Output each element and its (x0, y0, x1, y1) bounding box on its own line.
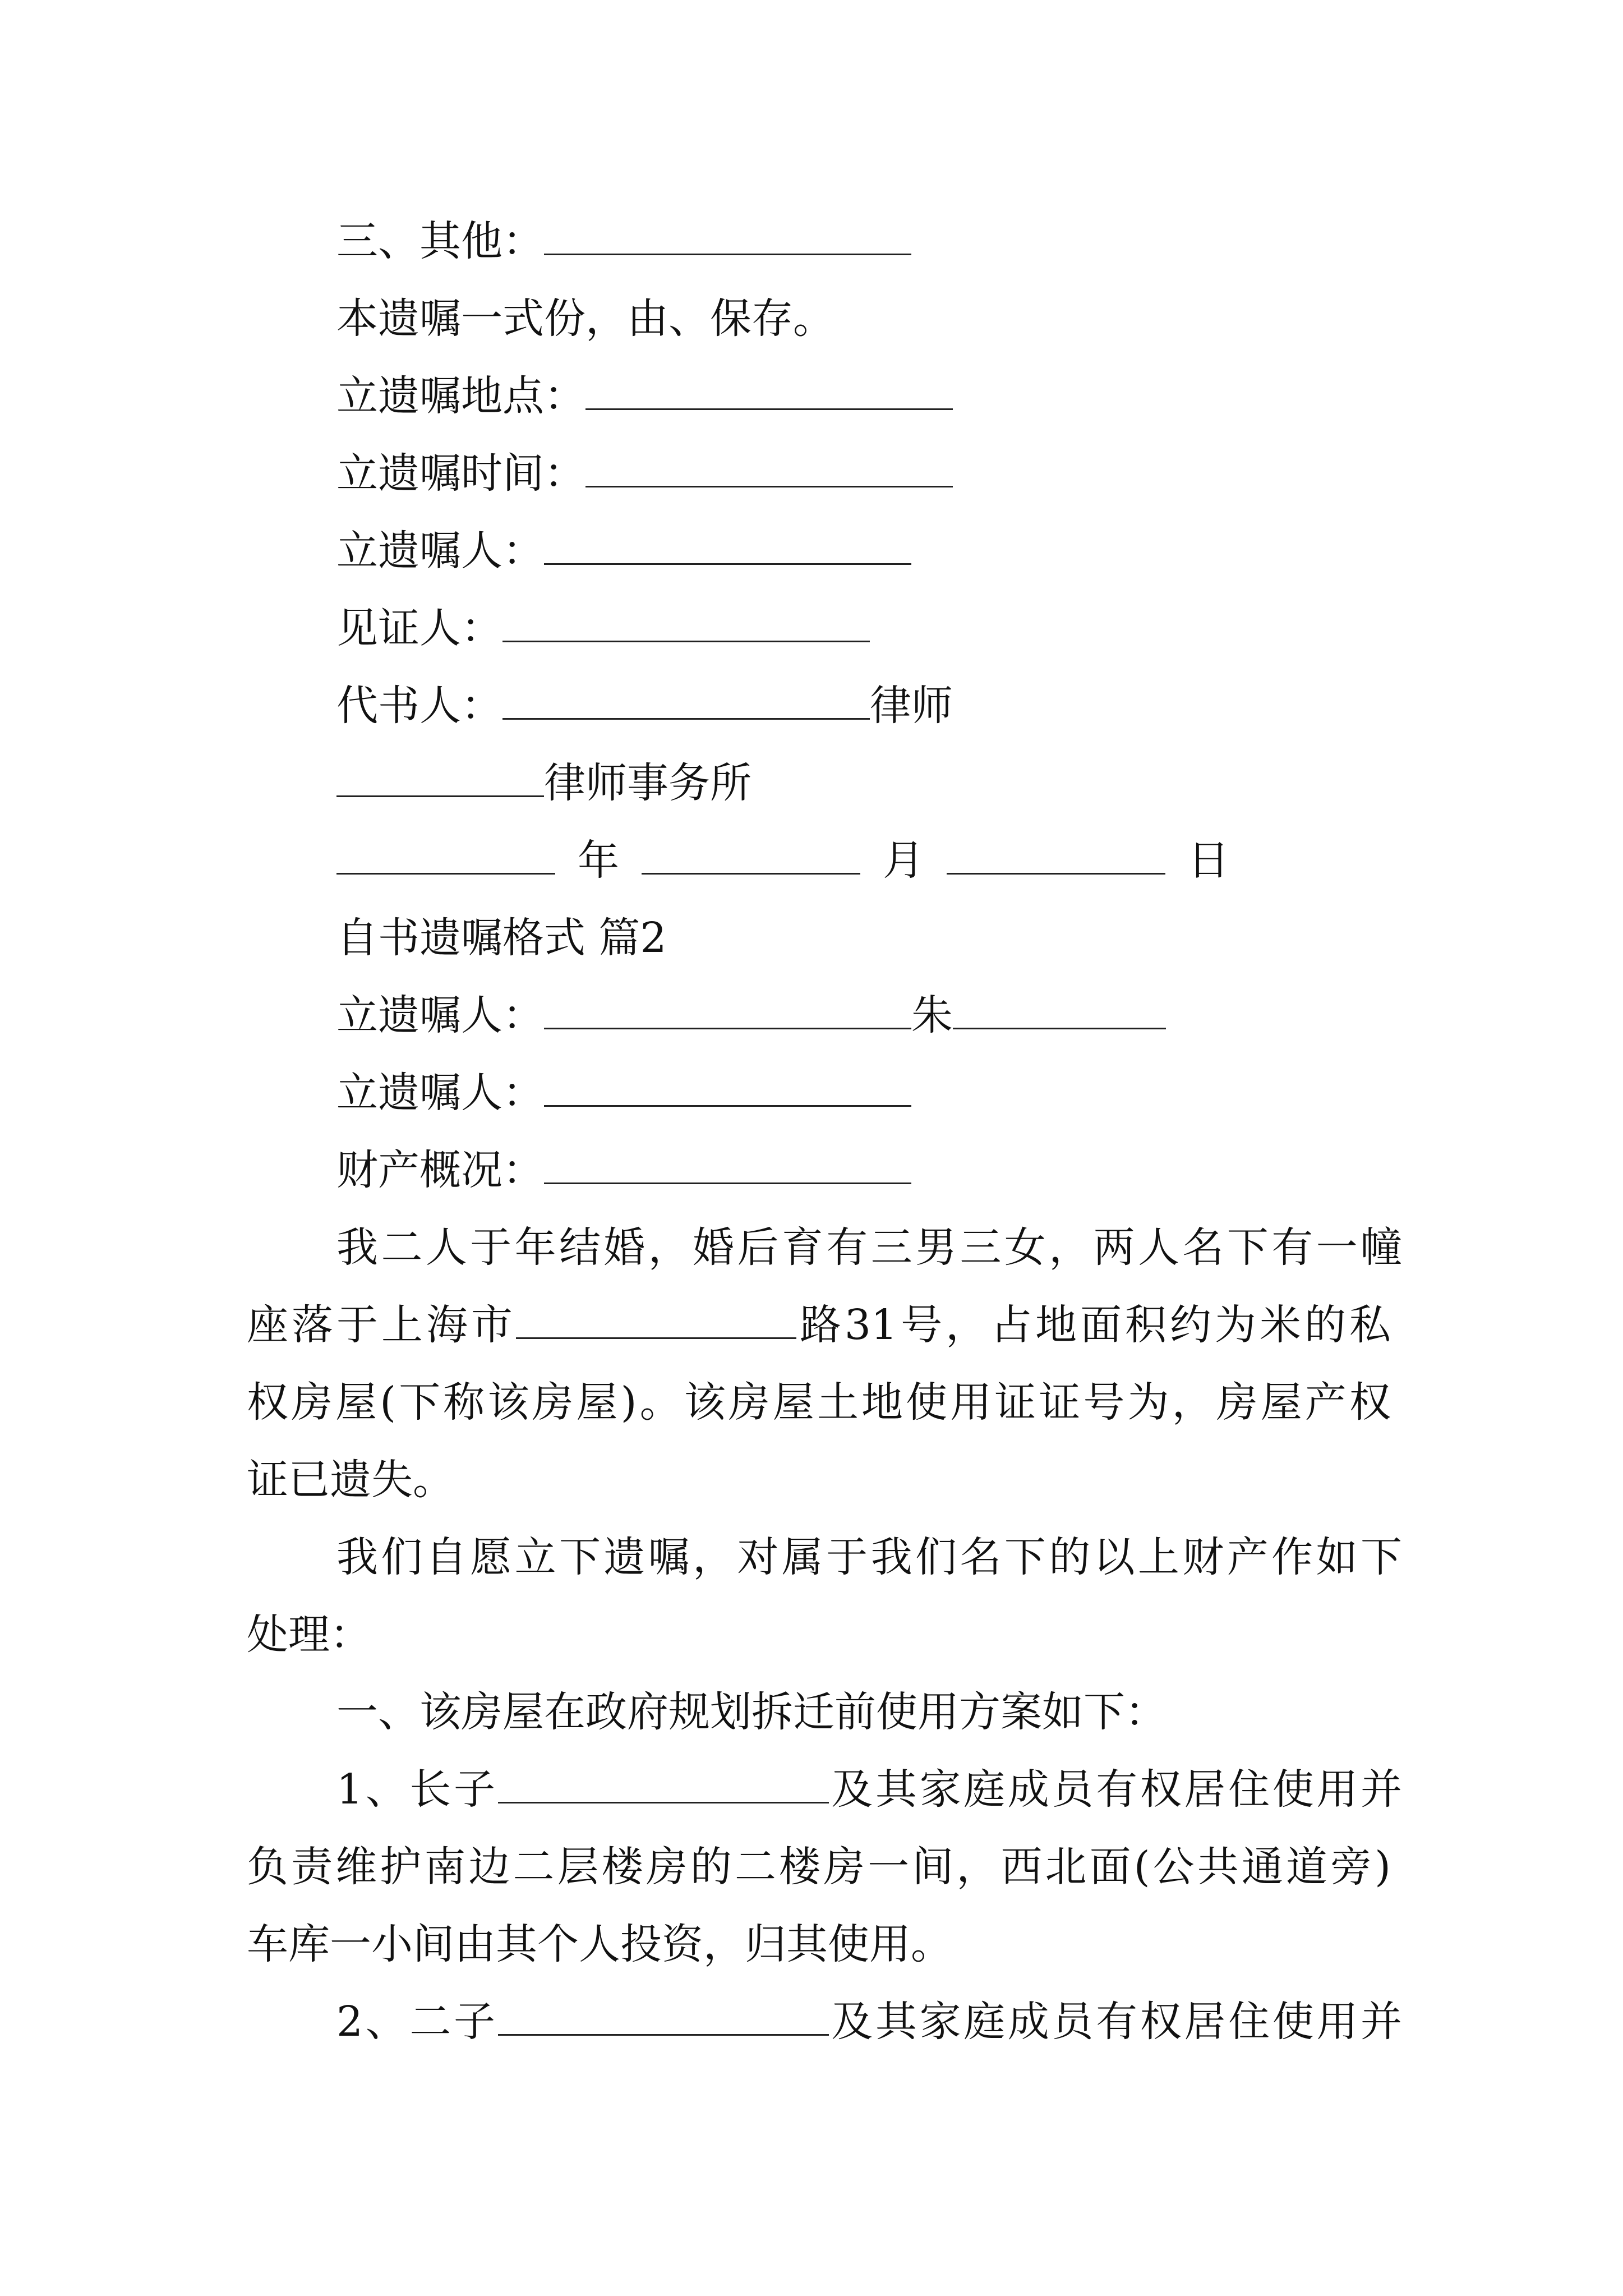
day-label: 日 (1188, 836, 1229, 885)
property-line (336, 1145, 1402, 1195)
month-label: 月 (883, 836, 924, 885)
witness-blank (502, 606, 870, 642)
section-three-line (336, 216, 1402, 266)
second-son-blank (498, 1999, 829, 2036)
para1-line-3: 权房屋(下称该房屋)。该房屋土地使用证证号为，房屋产权 (247, 1378, 1391, 1427)
testator2a-blank-2 (953, 993, 1166, 1029)
testator-label: 立遗嘱人： (336, 527, 544, 575)
item2-line-1 (336, 1996, 1402, 2047)
place-label: 立遗嘱地点： (336, 372, 585, 420)
item2-line-1b: 及其家庭成员有权居住使用并 (828, 1998, 1402, 2046)
testator2b-line (336, 1068, 1402, 1118)
witness-line (336, 603, 1402, 654)
time-blank (585, 451, 953, 487)
copies-line: 本遗嘱一式份，由、保存。 (336, 295, 834, 343)
para1-line-1: 我二人于年结婚，婚后育有三男三女，两人名下有一幢 (336, 1223, 1402, 1272)
section-three-label: 三、其他： (336, 217, 544, 265)
testator-blank (544, 528, 911, 565)
testator2a-label: 立遗嘱人： (336, 991, 544, 1039)
witness-label: 见证人： (336, 604, 502, 652)
year-label: 年 (578, 836, 619, 885)
section-heading-2: 自书遗嘱格式 篇2 (336, 914, 667, 962)
para1-line-2 (247, 1300, 1391, 1350)
scribe-blank (502, 683, 870, 720)
year-blank (336, 838, 555, 875)
date-line (336, 835, 1402, 886)
road-blank (516, 1303, 796, 1339)
testator2b-label: 立遗嘱人： (336, 1069, 544, 1117)
time-line (336, 448, 1402, 499)
para1-line-4: 证已遗失。 (247, 1456, 454, 1504)
testator2a-blank-1 (544, 993, 911, 1029)
testator-line (336, 526, 1402, 576)
law-firm-blank (336, 761, 544, 797)
property-label: 财产概况： (336, 1146, 544, 1194)
testator2b-blank (544, 1070, 911, 1107)
scribe-line (336, 680, 1402, 731)
day-blank (947, 838, 1165, 875)
para2-line-2: 处理： (247, 1611, 371, 1659)
eldest-son-blank (498, 1767, 829, 1803)
law-firm-suffix: 律师事务所 (544, 759, 751, 807)
month-blank (642, 838, 860, 875)
testator2a-line (336, 990, 1402, 1041)
para1-line-2a: 座落于上海市 (247, 1301, 516, 1349)
para1-line-2b: 路31号，占地面积约为米的私 (796, 1301, 1391, 1349)
time-label: 立遗嘱时间： (336, 449, 585, 498)
item1-prefix: 1、长子 (336, 1765, 498, 1814)
place-line (336, 371, 1402, 421)
law-firm-line (336, 758, 1402, 808)
place-blank (585, 374, 953, 410)
item1-line-3: 车库一小间由其个人投资，归其使用。 (247, 1920, 952, 1968)
scribe-suffix: 律师 (870, 682, 953, 730)
section-three-blank (544, 219, 911, 255)
item2-prefix: 2、二子 (336, 1998, 498, 2046)
scribe-label: 代书人： (336, 682, 502, 730)
item-one-line: 一、该房屋在政府规划拆迁前使用方案如下： (336, 1688, 1166, 1736)
property-blank (544, 1148, 911, 1184)
testator2a-mid: 朱 (911, 991, 953, 1039)
item1-line-1b: 及其家庭成员有权居住使用并 (828, 1765, 1402, 1814)
para2-line-1: 我们自愿立下遗嘱，对属于我们名下的以上财产作如下 (336, 1533, 1402, 1581)
item1-line-2: 负责维护南边二层楼房的二楼房一间，西北面(公共通道旁) (247, 1843, 1391, 1891)
item1-line-1 (336, 1764, 1402, 1815)
